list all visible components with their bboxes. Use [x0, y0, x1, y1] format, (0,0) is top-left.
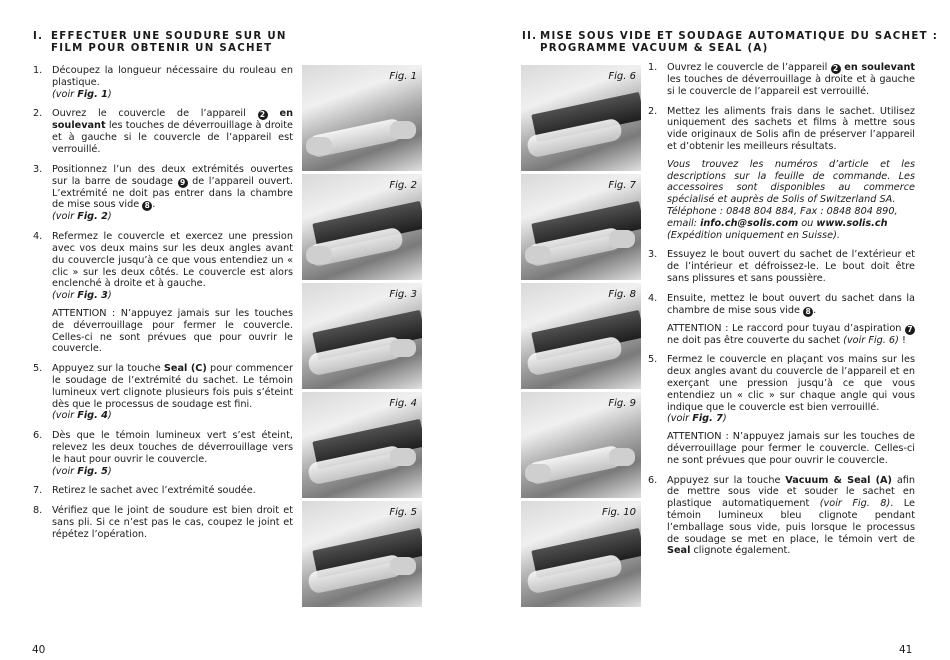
figure-reference: (voir Fig. 4) — [52, 410, 112, 422]
step-item: 6. Dès que le témoin lumineux vert s’est éteint, relevez les deux touches de déverrouillage vers le haut pour ouvrir le couvercle. (voir Fig. 5) — [33, 430, 293, 477]
email-link[interactable]: info.ch@solis.com — [700, 217, 799, 229]
figure-reference: (voir Fig. 7) — [667, 413, 727, 425]
figure-caption: Fig. 8 — [608, 289, 636, 300]
figure-5-image — [302, 501, 422, 607]
attention-note: ATTENTION : N’appuyez jamais sur les touches de déverrouillage pour fermer le couvercle. Celles-ci ne sont prévues que pour ouvrir le couvercle. — [52, 307, 293, 355]
step-text: Retirez le sachet avec l’extrémité soudée. — [52, 485, 256, 497]
section-title-line1: EFFECTUER UNE SOUDURE SUR UN — [51, 31, 287, 42]
attention-note: ATTENTION : Le raccord pour tuyau d’aspiration 7 ne doit pas être couverte du sachet (voir Fig. 6) ! — [667, 323, 915, 347]
figure-8-image — [521, 283, 641, 389]
figure-caption: Fig. 1 — [389, 71, 417, 82]
step-number: 6. — [33, 430, 43, 442]
figure-1-image — [302, 65, 422, 171]
page-number: 40 — [32, 644, 46, 656]
step-number: 4. — [33, 231, 43, 243]
step-item: 5. Appuyez sur la touche Seal (C) pour commencer le soudage de l’extrémité du sachet. Le témoin lumineux vert clignote plusieurs fois puis s’éteint dès que le processus de soudage est fini. (voir Fig. 4) — [33, 363, 293, 422]
part-2-icon: 2 — [831, 64, 841, 74]
part-9-icon: 9 — [178, 178, 188, 188]
accessories-note: Vous trouvez les numéros d’article et les descriptions sur la feuille de commande. Les accessoires sont disponibles au commerce spécialisé et auprès de Solis of Switzerland SA. — [667, 158, 915, 206]
figure-reference: (voir Fig. 1) — [52, 88, 112, 100]
step-item: 1. Ouvrez le couvercle de l’appareil 2 en soulevant les touches de déverrouillage à droite et à gauche si le couvercle de l’appareil est verrouillé. — [648, 62, 915, 97]
step-number: 1. — [648, 62, 658, 73]
shipping-note: (Expédition uniquement en Suisse). — [667, 229, 840, 241]
figure-9-image — [521, 392, 641, 498]
section-title-line2: PROGRAMME VACUUM & SEAL (A) — [540, 43, 769, 54]
step-number: 4. — [648, 292, 658, 304]
figure-6-image — [521, 65, 641, 171]
step-number: 3. — [33, 163, 43, 175]
step-item: 5. Fermez le couvercle en plaçant vos mains sur les deux angles avant du couvercle de l’appareil et en exerçant une pression jusqu’à ce que vous entendiez un « clic » sur chaque angle qui vous indique que le couvercle est bien verrouillé. (voir Fig. 7) ATTENTION : N’appuyez jamais sur les touches de déverrouillage pour fermer le couvercle. Celles-ci ne sont prévues que pour ouvrir le couvercle. — [648, 354, 915, 466]
figure-reference: (voir Fig. 3) — [52, 290, 112, 302]
page-number: 41 — [899, 644, 913, 656]
figure-caption: Fig. 4 — [389, 398, 417, 409]
part-2-icon: 2 — [258, 110, 268, 120]
step-text: Essuyez le bout ouvert du sachet de l’extérieur et de l’intérieur et défroissez-le. Le bout doit être sans plissures et sans poussière. — [667, 249, 915, 284]
step-item: 6. Appuyez sur la touche Vacuum & Seal (A) afin de mettre sous vide et souder le sachet en plastique automatiquement (voir Fig. 8). Le témoin lumineux bleu clignote pendant l’emballage sous vide, puis lorsque le processus de soudage se met en place, le témoin vert de Seal clignote également. — [648, 474, 915, 557]
section-number: I. — [33, 31, 44, 42]
section-number: II. — [522, 31, 538, 42]
attention-note: ATTENTION : N’appuyez jamais sur les touches de déverrouillage pour fermer le couvercle. Celles-ci ne sont prévues que pour ouvrir le couvercle. — [667, 431, 915, 466]
step-number: 1. — [33, 65, 43, 76]
step-number: 5. — [33, 363, 43, 375]
step-item — [33, 65, 293, 100]
step-text: Découpez la longueur nécessaire du rouleau en plastique. — [52, 65, 293, 88]
figure-caption: Fig. 9 — [608, 398, 636, 409]
right-page — [475, 0, 950, 660]
figure-caption: Fig. 5 — [389, 507, 417, 518]
steps-list-right — [648, 62, 915, 565]
section-title-line1: MISE SOUS VIDE ET SOUDAGE AUTOMATIQUE DU SACHET : — [540, 31, 939, 42]
step-number: 2. — [648, 105, 658, 117]
part-8-icon: 8 — [142, 201, 152, 211]
part-7-icon: 7 — [905, 325, 915, 335]
website-link[interactable]: www.solis.ch — [816, 217, 888, 229]
section-title-line2: FILM POUR OBTENIR UN SACHET — [51, 43, 273, 54]
step-number: 3. — [648, 249, 658, 261]
step-item: 4. Ensuite, mettez le bout ouvert du sachet dans la chambre de mise sous vide 8 . ATTENTION : Le raccord pour tuyau d’aspiration 7 ne doit pas être couverte du sachet (voir Fig. 6) ! — [648, 292, 915, 346]
contact-email: email: info.ch@solis.com ou www.solis.ch — [667, 217, 888, 229]
step-text: Vérifiez que le joint de soudure est bien droit et sans pli. Si ce n’est pas le cas, coupez le joint et répétez l’opération. — [52, 505, 293, 540]
contact-phone: Téléphone : 0848 804 884, Fax : 0848 804 890, — [667, 205, 898, 217]
figure-caption: Fig. 2 — [389, 180, 417, 191]
figure-reference: (voir Fig. 5) — [52, 465, 112, 477]
step-item — [33, 505, 293, 540]
step-item — [648, 106, 915, 242]
step-number: 6. — [648, 474, 658, 486]
figure-caption: Fig. 10 — [602, 507, 636, 518]
figure-2-image — [302, 174, 422, 280]
figure-caption: Fig. 6 — [608, 71, 636, 82]
figure-reference: (voir Fig. 2) — [52, 211, 112, 223]
step-item — [648, 249, 915, 284]
figure-caption: Fig. 3 — [389, 289, 417, 300]
figure-3-image — [302, 283, 422, 389]
figure-caption: Fig. 7 — [608, 180, 636, 191]
steps-list-left — [33, 65, 293, 549]
step-item: 4. Refermez le couvercle et exercez une pression avec vos deux mains sur les deux angles avant du couvercle jusqu’à ce que vous entendiez un « clic » sur les deux côtés. Le couvercle est alors enclenché à droite et à gauche. (voir Fig. 3) ATTENTION : N’appuyez jamais sur les touches de déverrouillage pour fermer le couvercle. Celles-ci ne sont prévues que pour ouvrir le couvercle. — [33, 231, 293, 355]
step-number: 7. — [33, 485, 43, 497]
figure-10-image — [521, 501, 641, 607]
step-number: 2. — [33, 108, 43, 120]
step-text: Mettez les aliments frais dans le sachet. Utilisez uniquement des sachets et films à mettre sous vide originaux de Solis afin de préserver l’appareil et d’obtenir les meilleurs résultats. — [667, 105, 915, 152]
step-item: 3. Positionnez l’un des deux extrémités ouvertes sur la barre de soudage 9 de l’appareil ouvert. L’extrémité ne doit pas entrer dans la chambre de mise sous vide 8 . (voir Fig. 2) — [33, 163, 293, 223]
step-number: 5. — [648, 354, 658, 366]
figure-7-image — [521, 174, 641, 280]
step-item: 2. Ouvrez le couvercle de l’appareil 2 en soulevant les touches de déverrouillage à droite et à gauche si le couvercle de l’appareil est verrouillé. — [33, 108, 293, 155]
step-item — [33, 485, 293, 497]
step-number: 8. — [33, 505, 43, 517]
part-8-icon: 8 — [803, 307, 813, 317]
figure-4-image — [302, 392, 422, 498]
